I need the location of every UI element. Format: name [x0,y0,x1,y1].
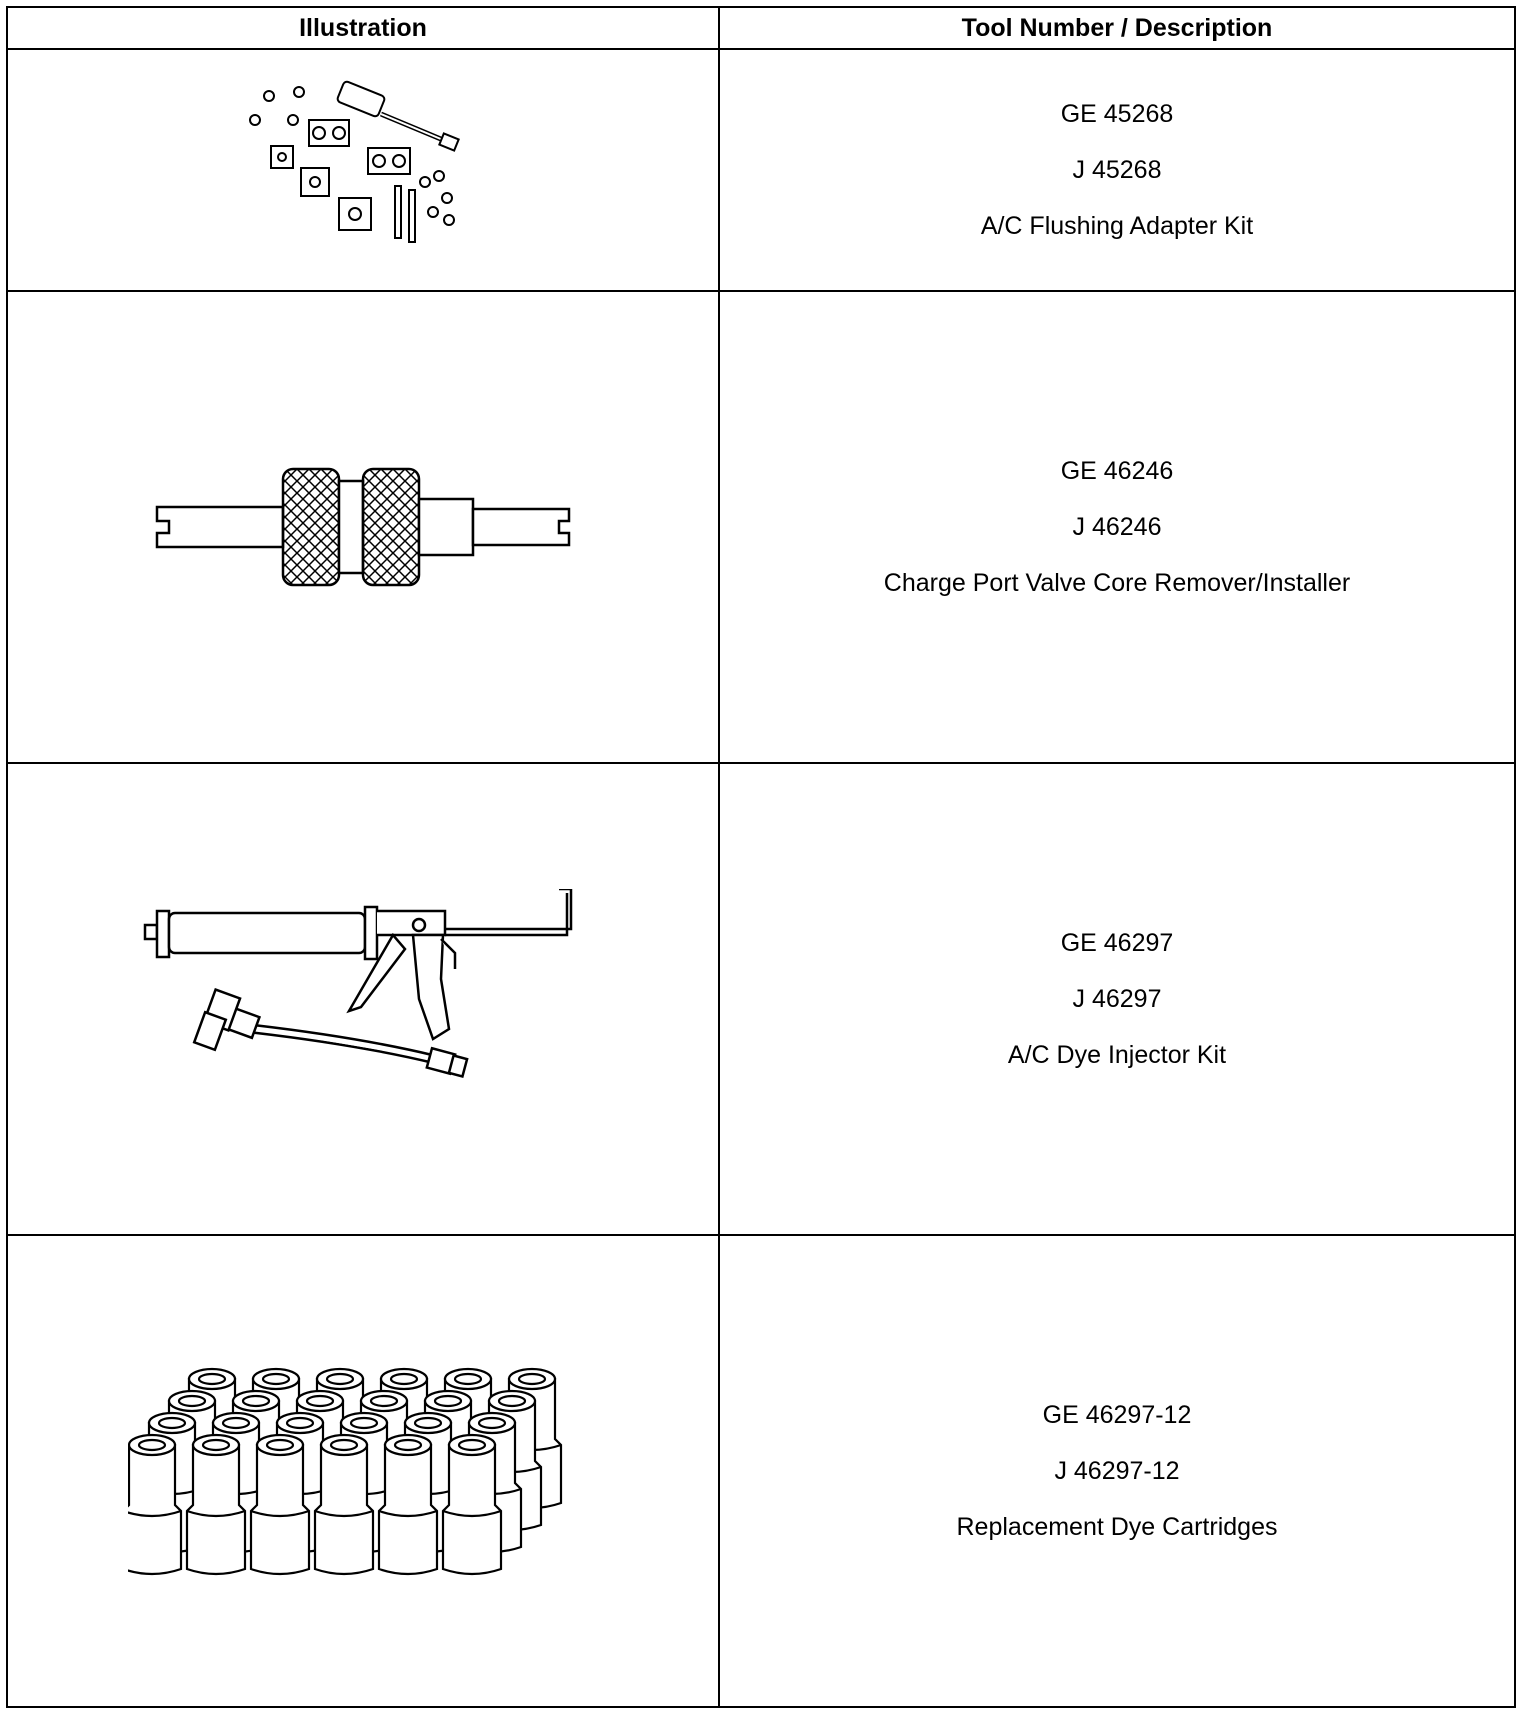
dye-cartridge-icon [379,1435,437,1574]
description-cell [719,49,1515,291]
flushing-adapter-kit-drawing [243,80,483,260]
header-tool-number-description: Tool Number / Description [719,7,1515,49]
illustration-cell [7,49,719,291]
illustration-cell [7,1235,719,1707]
header-illustration: Illustration [7,7,719,49]
ge-tool-number: GE 46246 [1060,457,1174,485]
table-row [7,763,1515,1235]
description-cell [719,291,1515,763]
dye-cartridges-drawing [128,1361,598,1581]
illustration-cell [7,291,719,763]
dye-cartridge-icon [443,1435,501,1574]
tool-description: Replacement Dye Cartridges [956,1513,1278,1541]
dye-cartridge-icon [315,1435,373,1574]
ge-tool-number: GE 46297 [1060,929,1174,957]
header-row [7,7,1515,49]
tool-description: A/C Flushing Adapter Kit [980,212,1254,240]
valve-core-tool-drawing [153,457,573,597]
ge-tool-number: GE 45268 [1060,100,1174,128]
dye-cartridge-icon [128,1435,181,1574]
dye-injector-drawing [143,889,583,1109]
tools-table [6,6,1516,1708]
tool-description: A/C Dye Injector Kit [1007,1041,1227,1069]
table-row [7,1235,1515,1707]
j-tool-number: J 46246 [1072,513,1162,541]
description-cell [719,763,1515,1235]
table-row [7,49,1515,291]
j-tool-number: J 45268 [1072,156,1162,184]
description-cell [719,1235,1515,1707]
table-row [7,291,1515,763]
dye-cartridge-icon [251,1435,309,1574]
dye-cartridge-icon [187,1435,245,1574]
ge-tool-number: GE 46297-12 [1042,1401,1192,1429]
illustration-cell [7,763,719,1235]
tool-description: Charge Port Valve Core Remover/Installer [883,569,1351,597]
j-tool-number: J 46297-12 [1054,1457,1180,1485]
j-tool-number: J 46297 [1072,985,1162,1013]
